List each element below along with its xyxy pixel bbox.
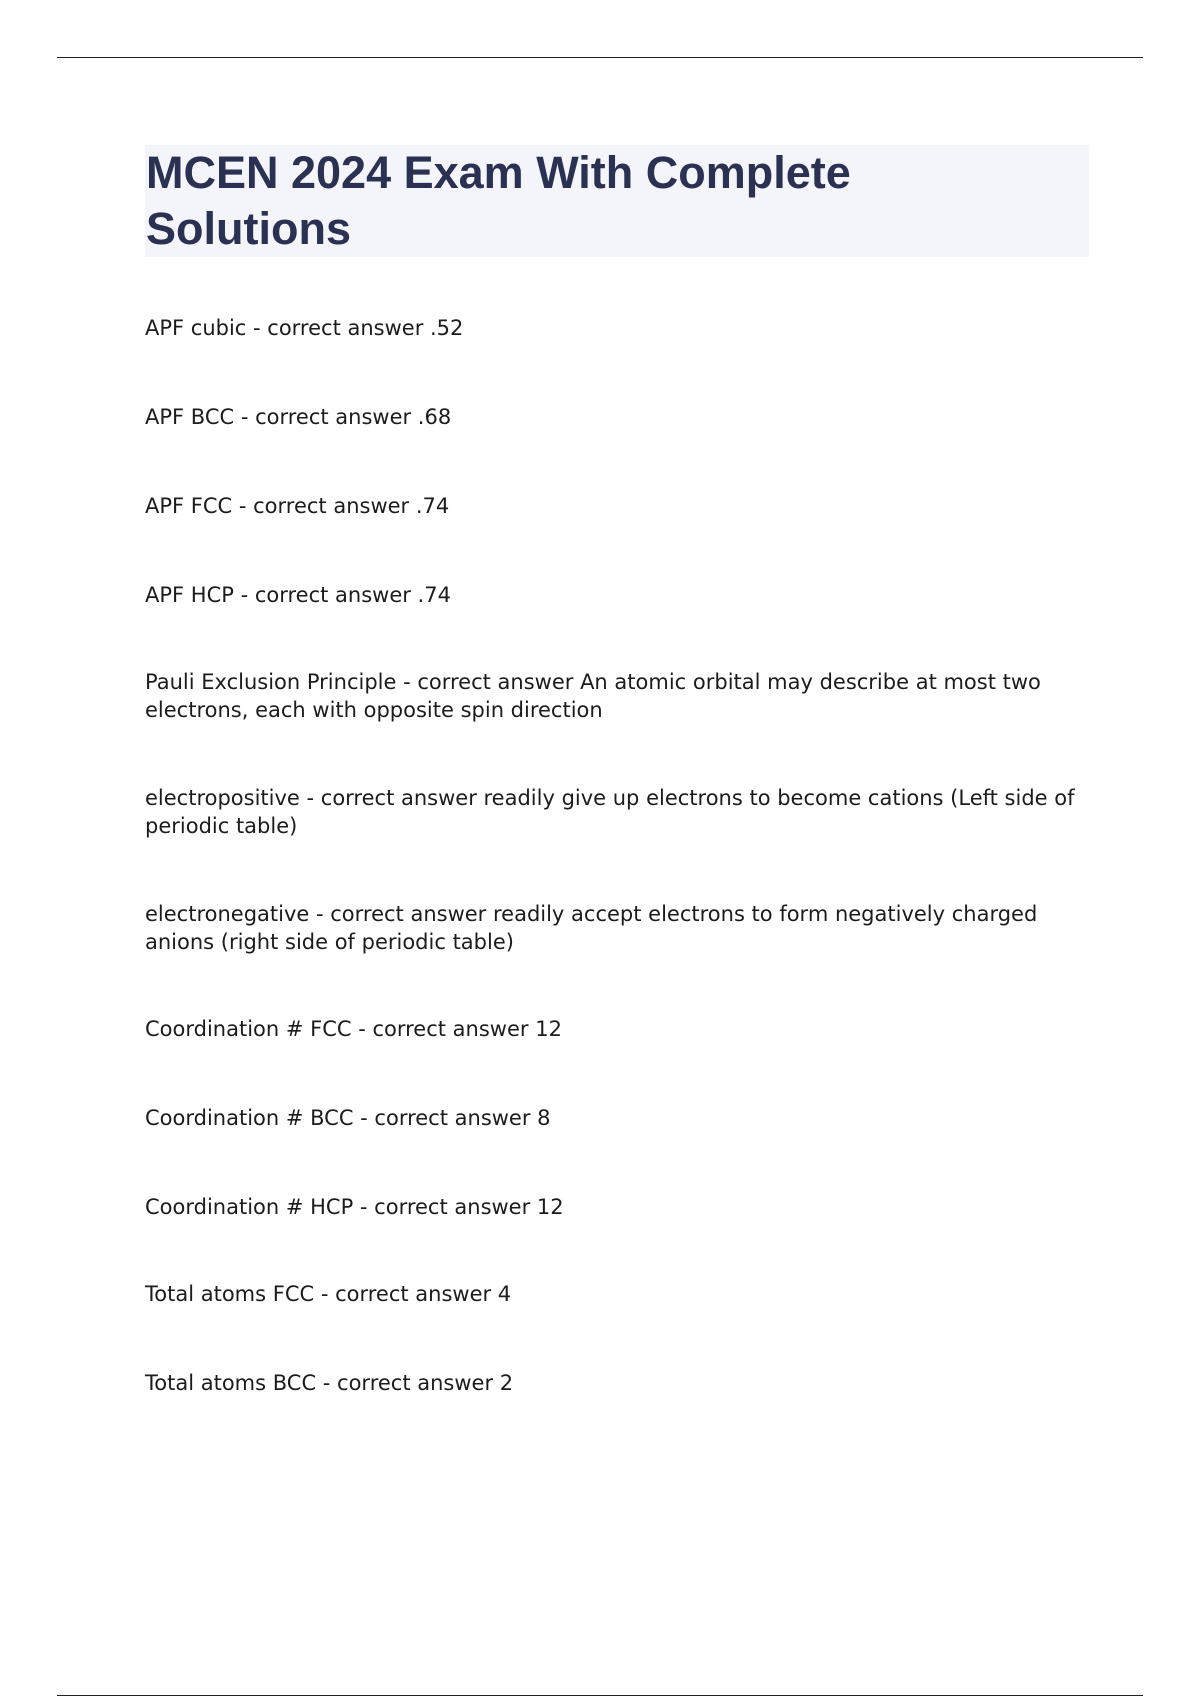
qa-item-electronegative: electronegative - correct answer readily accept electrons to form negatively charged anions (right side of periodic table) xyxy=(145,902,1038,954)
qa-item-apf-cubic: APF cubic - correct answer .52 xyxy=(145,316,464,340)
qa-item-total-atoms-fcc: Total atoms FCC - correct answer 4 xyxy=(145,1282,512,1306)
page-title: MCEN 2024 Exam With Complete Solutions xyxy=(146,147,851,254)
qa-item-coordination-hcp: Coordination # HCP - correct answer 12 xyxy=(145,1195,564,1219)
qa-item-coordination-bcc: Coordination # BCC - correct answer 8 xyxy=(145,1106,551,1130)
qa-item-apf-bcc: APF BCC - correct answer .68 xyxy=(145,405,452,429)
qa-item-pauli-exclusion: Pauli Exclusion Principle - correct answer An atomic orbital may describe at most two electrons, each with opposite spin direction xyxy=(145,670,1041,722)
qa-item-coordination-fcc: Coordination # FCC - correct answer 12 xyxy=(145,1017,562,1041)
qa-item-apf-hcp: APF HCP - correct answer .74 xyxy=(145,583,451,607)
qa-item-electropositive: electropositive - correct answer readily give up electrons to become cations (Left side of periodic table) xyxy=(145,786,1075,838)
qa-item-total-atoms-bcc: Total atoms BCC - correct answer 2 xyxy=(145,1371,514,1395)
top-rule xyxy=(57,57,1143,58)
bottom-rule xyxy=(57,1695,1143,1696)
title-box xyxy=(145,145,1089,257)
qa-item-apf-fcc: APF FCC - correct answer .74 xyxy=(145,494,450,518)
